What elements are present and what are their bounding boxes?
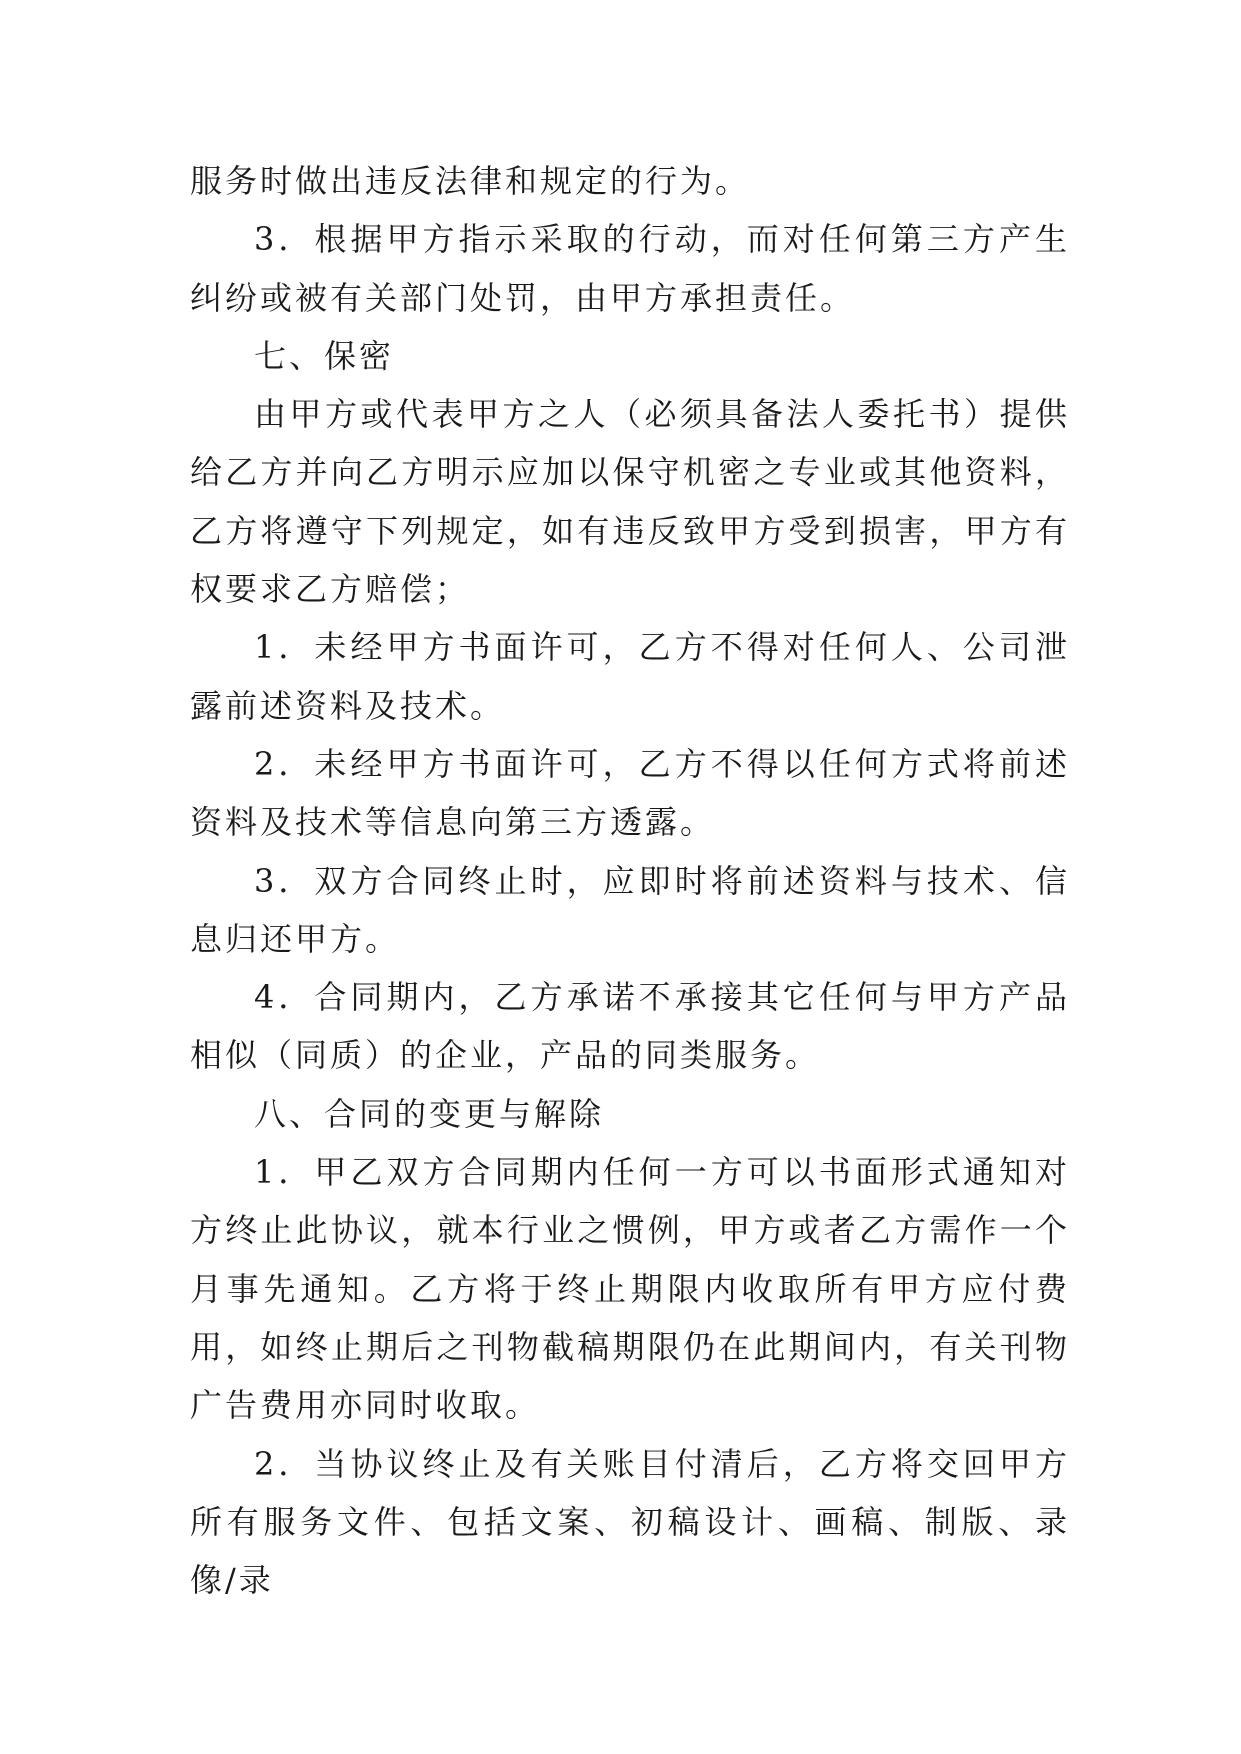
list-item: 3．双方合同终止时，应即时将前述资料与技术、信息归还甲方。 <box>190 861 1070 958</box>
section-heading: 七、保密 <box>254 336 395 375</box>
list-item: 4．合同期内，乙方承诺不承接其它任何与甲方产品相似（同质）的企业，产品的同类服务。 <box>190 978 1070 1075</box>
paragraph: 服务时做出违反法律和规定的行为。 <box>190 162 751 200</box>
list-item: 2．当协议终止及有关账目付清后，乙方将交回甲方所有服务文件、包括文案、初稿设计、画稿、制版、录像/录 <box>190 1444 1070 1600</box>
document-body <box>190 152 1070 1609</box>
section-heading: 八、合同的变更与解除 <box>254 1094 605 1133</box>
paragraph: 3．根据甲方指示采取的行动，而对任何第三方产生纠纷或被有关部门处罚，由甲方承担责任。 <box>190 220 1070 317</box>
list-item: 1．未经甲方书面许可，乙方不得对任何人、公司泄露前述资料及技术。 <box>190 628 1070 725</box>
paragraph: 由甲方或代表甲方之人（必须具备法人委托书）提供给乙方并向乙方明示应加以保守机密之专业或其他资料，乙方将遵守下列规定，如有违反致甲方受到损害，甲方有权要求乙方赔偿； <box>190 395 1070 609</box>
list-item: 2．未经甲方书面许可，乙方不得以任何方式将前述资料及技术等信息向第三方透露。 <box>190 744 1070 842</box>
list-item: 1．甲乙双方合同期内任何一方可以书面形式通知对方终止此协议，就本行业之惯例，甲方或者乙方需作一个月事先通知。乙方将于终止期限内收取所有甲方应付费用，如终止期后之刊物截稿期限仍在此期间内，有关刊物广告费用亦同时收取。 <box>190 1153 1070 1425</box>
